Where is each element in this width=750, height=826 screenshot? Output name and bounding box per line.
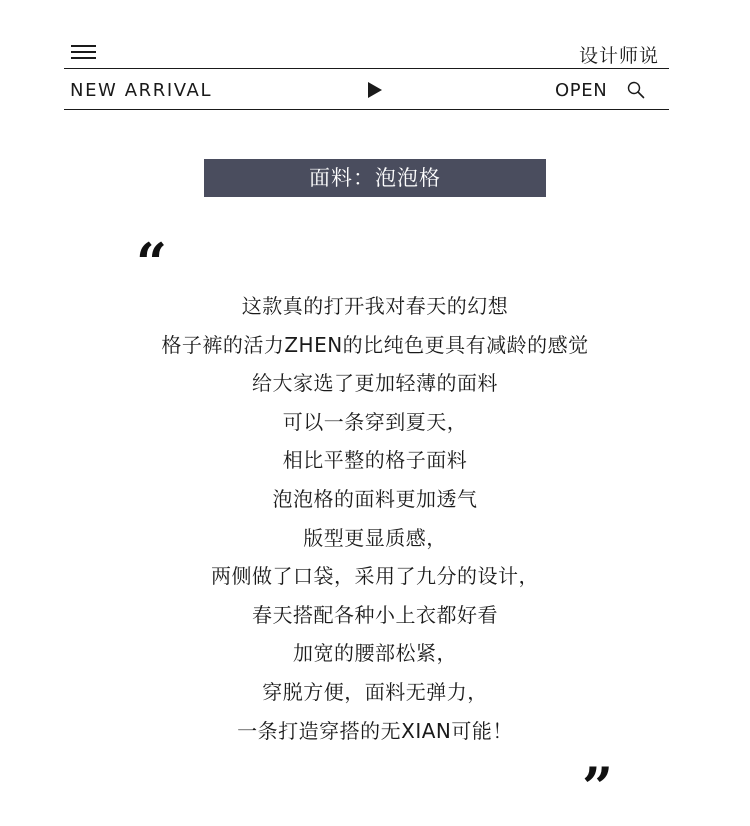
description-line: 加宽的腰部松紧，: [293, 641, 457, 666]
nav-bar: [64, 69, 669, 110]
description-line: 可以一条穿到夏天，: [282, 409, 468, 434]
hamburger-menu-icon[interactable]: [71, 45, 96, 59]
new-arrival-link[interactable]: NEW ARRIVAL: [70, 80, 213, 101]
product-description: [0, 287, 750, 750]
description-line: 春天搭配各种小上衣都好看: [252, 602, 498, 627]
close-quote-mark: ”: [582, 755, 614, 819]
description-line: 格子裤的活力ZHEN的比纯色更具有减龄的感觉: [161, 332, 589, 357]
open-link[interactable]: OPEN: [555, 80, 608, 101]
top-bar: [64, 38, 669, 69]
open-quote-mark: “: [136, 231, 168, 295]
search-icon[interactable]: [627, 81, 645, 99]
description-line: 版型更显质感，: [303, 525, 447, 550]
description-line: 给大家选了更加轻薄的面料: [252, 371, 498, 396]
play-icon[interactable]: [368, 82, 382, 98]
description-line: 穿脱方便，面料无弹力，: [262, 679, 488, 704]
description-line: 泡泡格的面料更加透气: [272, 486, 478, 511]
description-line: 这款真的打开我对春天的幻想: [241, 294, 509, 318]
fabric-title-banner: 面料：泡泡格: [204, 159, 546, 197]
designer-says-link[interactable]: 设计师说: [578, 45, 659, 67]
description-line: 一条打造穿搭的无XIAN可能！: [237, 718, 513, 743]
description-line: 两侧做了口袋，采用了九分的设计，: [211, 564, 539, 589]
description-line: 相比平整的格子面料: [282, 448, 468, 473]
